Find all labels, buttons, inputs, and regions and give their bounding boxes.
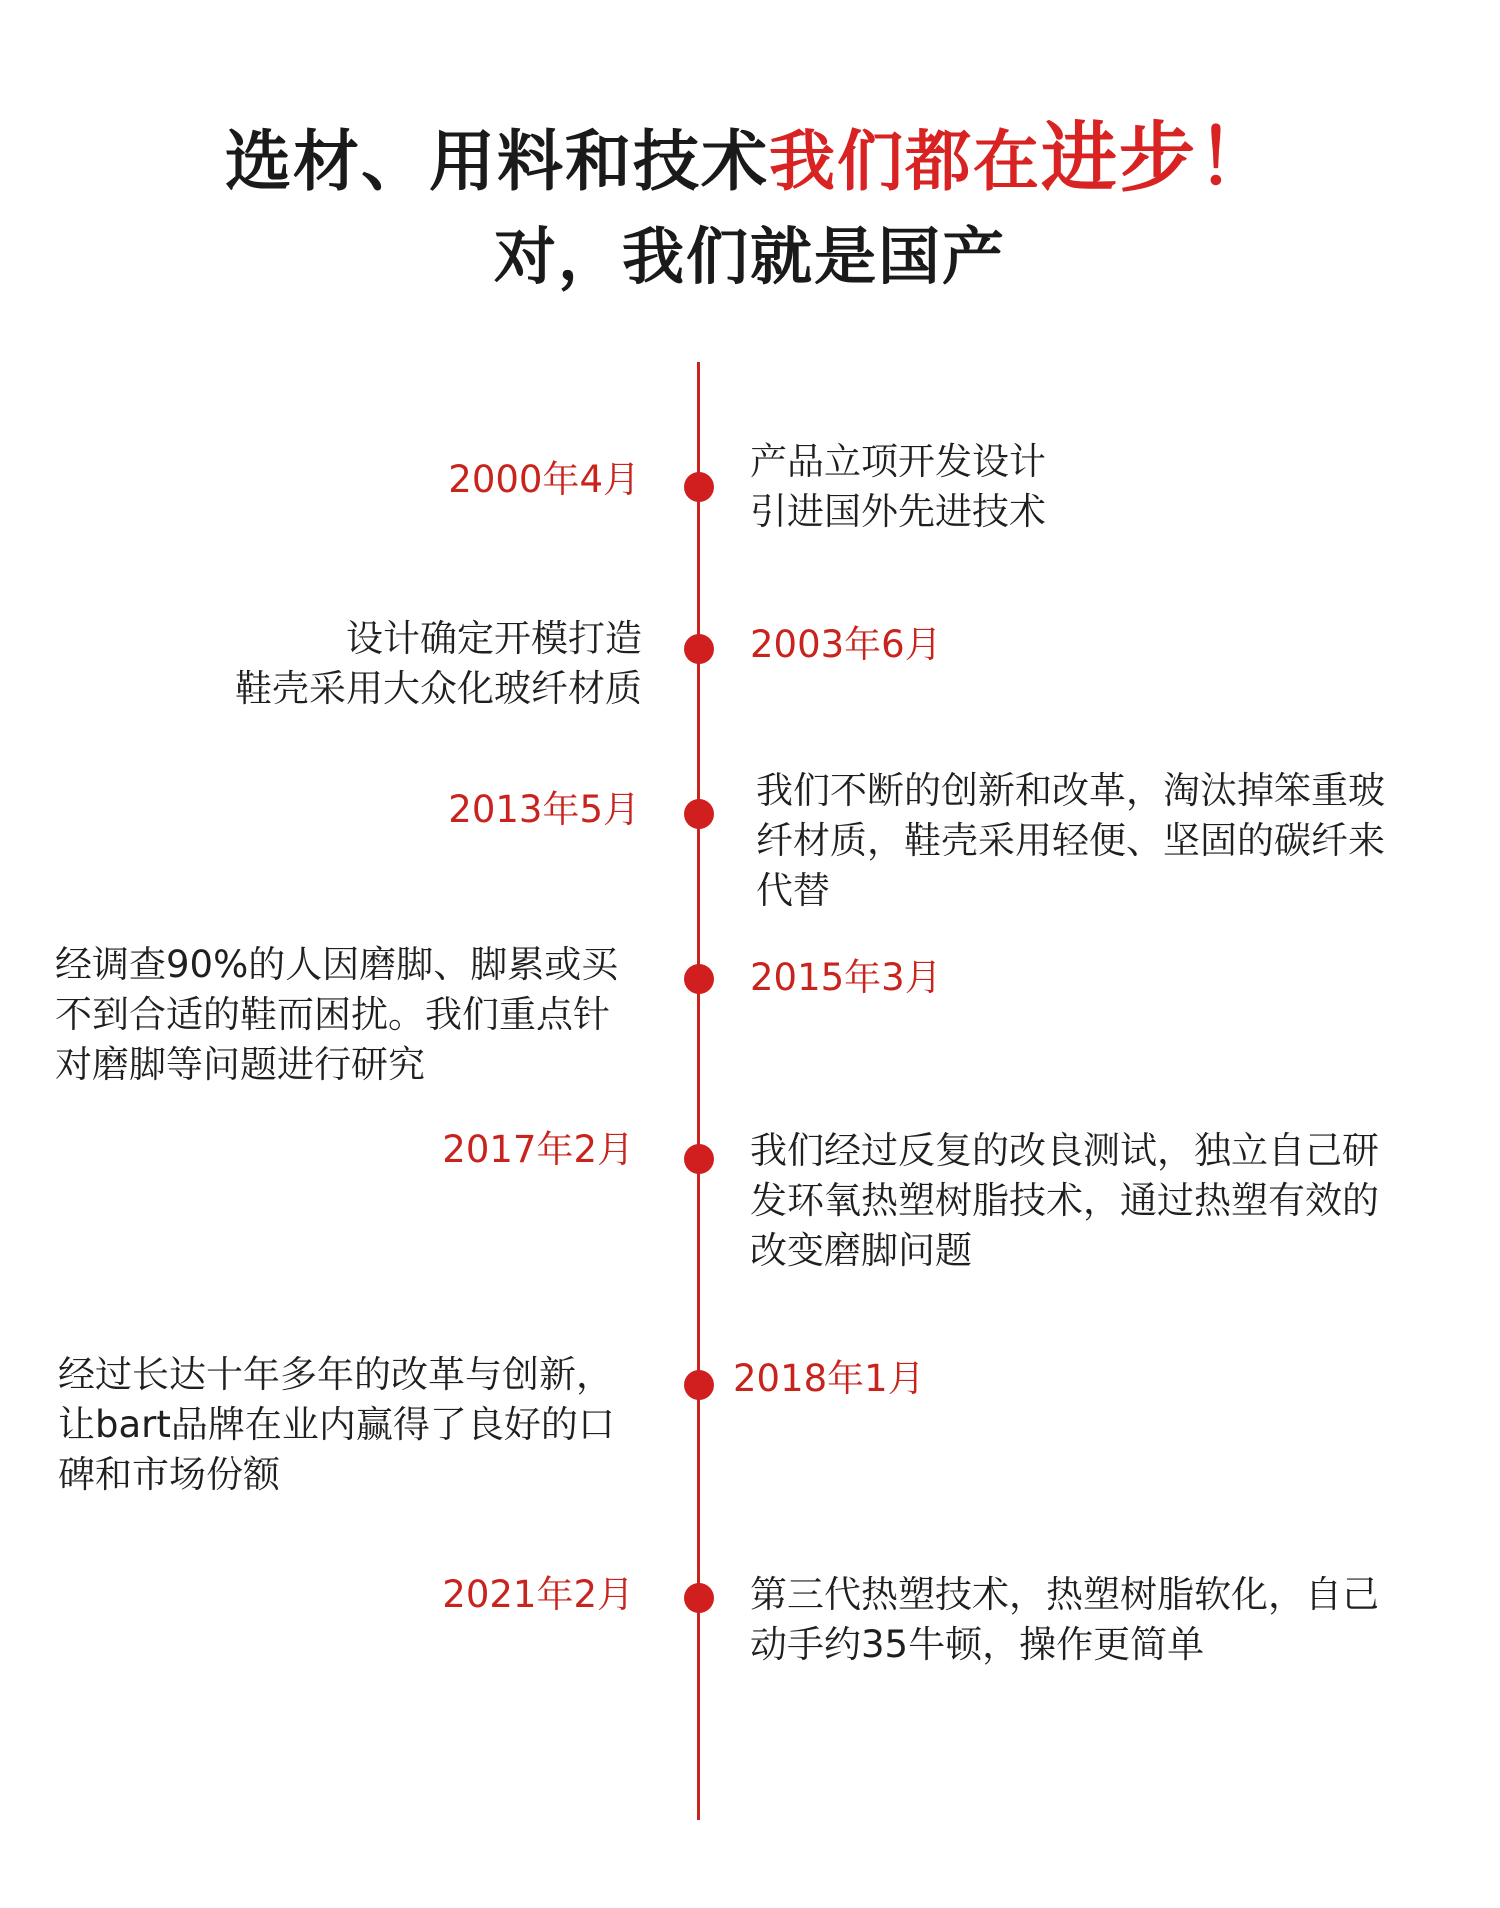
desc-line: 鞋壳采用大众化玻纤材质 bbox=[235, 667, 642, 710]
timeline-dot bbox=[684, 1370, 714, 1400]
timeline-dot bbox=[684, 799, 714, 829]
timeline-desc bbox=[235, 614, 642, 714]
desc-line: 设计确定开模打造 bbox=[346, 617, 642, 660]
timeline-desc bbox=[750, 437, 1046, 537]
desc-line: 代替 bbox=[756, 869, 830, 912]
title-red-part: 我们都在 bbox=[769, 123, 1041, 200]
desc-line: 不到合适的鞋而困扰。我们重点针 bbox=[55, 993, 610, 1036]
timeline-desc bbox=[55, 940, 618, 1090]
timeline-date: 2013年5月 bbox=[448, 788, 640, 831]
timeline-date: 2015年3月 bbox=[750, 956, 942, 999]
timeline-dot bbox=[684, 1583, 714, 1613]
timeline-date: 2017年2月 bbox=[442, 1128, 634, 1171]
desc-line: 经调查90%的人因磨脚、脚累或买 bbox=[55, 943, 619, 986]
timeline-desc bbox=[756, 766, 1385, 916]
timeline-dot bbox=[684, 634, 714, 664]
desc-line: 第三代热塑技术，热塑树脂软化，自己 bbox=[750, 1573, 1379, 1616]
desc-line: 我们不断的创新和改革，淘汰掉笨重玻 bbox=[756, 769, 1385, 812]
timeline-date: 2003年6月 bbox=[750, 623, 942, 666]
desc-line: 经过长达十年多年的改革与创新， bbox=[58, 1353, 613, 1396]
desc-line: 碑和市场份额 bbox=[58, 1453, 280, 1496]
title-black-part: 选材、用料和技术 bbox=[225, 123, 769, 200]
desc-line: 引进国外先进技术 bbox=[750, 490, 1046, 533]
desc-line: 产品立项开发设计 bbox=[750, 440, 1046, 483]
timeline-date: 2000年4月 bbox=[448, 458, 640, 501]
timeline-date: 2018年1月 bbox=[733, 1357, 925, 1400]
desc-line: 发环氧热塑树脂技术，通过热塑有效的 bbox=[750, 1179, 1379, 1222]
timeline-desc bbox=[750, 1126, 1379, 1276]
desc-line: 纤材质，鞋壳采用轻便、坚固的碳纤来 bbox=[756, 819, 1385, 862]
desc-line: 让bart品牌在业内赢得了良好的口 bbox=[58, 1403, 615, 1446]
timeline-dot bbox=[684, 1144, 714, 1174]
desc-line: 动手约35牛顿，操作更简单 bbox=[750, 1623, 1205, 1666]
timeline-date: 2021年2月 bbox=[442, 1573, 634, 1616]
page-title bbox=[0, 113, 1500, 202]
timeline-dot bbox=[684, 472, 714, 502]
title-red-emphasis: 进步！ bbox=[1041, 113, 1275, 202]
page-subtitle: 对，我们就是国产 bbox=[493, 220, 1006, 293]
desc-line: 我们经过反复的改良测试，独立自己研 bbox=[750, 1129, 1379, 1172]
timeline-desc bbox=[58, 1350, 615, 1500]
timeline-desc bbox=[750, 1570, 1379, 1670]
desc-line: 改变磨脚问题 bbox=[750, 1229, 972, 1272]
timeline-dot bbox=[684, 964, 714, 994]
desc-line: 对磨脚等问题进行研究 bbox=[55, 1043, 425, 1086]
